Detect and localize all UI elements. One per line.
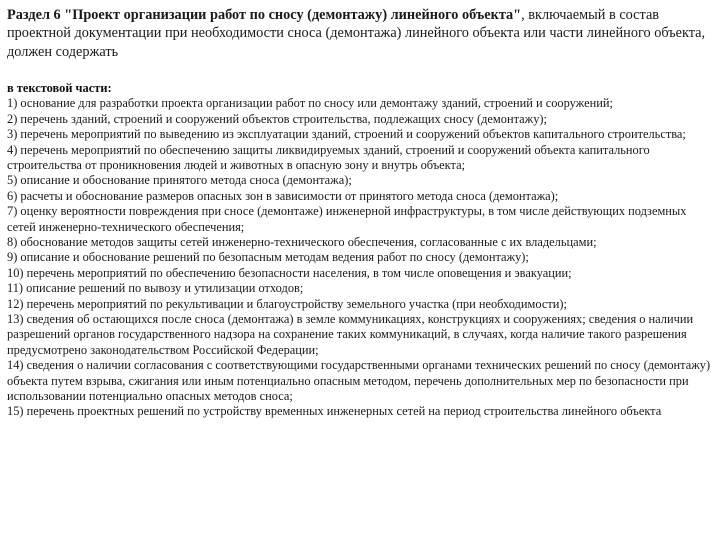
list-item: 7) оценку вероятности повреждения при сносе (демонтаже) инженерной инфраструктуры, в том числе действующих подземных сетей инженерно-технического обеспечения;: [7, 204, 687, 234]
list-item: 4) перечень мероприятий по обеспечению защиты ликвидируемых зданий, строений и сооружений объекта капитального строительства от проникновения людей и животных в опасную зону и внутрь объекта;: [7, 142, 650, 172]
section-heading-rest: , включаемый в состав проектной документации при необходимости сноса (демонтажа) линейного объекта или части линейного объекта, должен содержать: [7, 7, 706, 60]
requirements-list: [7, 96, 712, 420]
list-item: 10) перечень мероприятий по обеспечению безопасности населения, в том числе оповещения и эвакуации;: [7, 265, 572, 280]
list-item: 5) описание и обоснование принятого метода сноса (демонтажа);: [7, 173, 352, 188]
section-heading-bold: Раздел 6 "Проект организации работ по сносу (демонтажу) линейного объекта": [7, 7, 522, 23]
list-item: 12) перечень мероприятий по рекультивации и благоустройству земельного участка (при необходимости);: [7, 296, 567, 311]
list-item: 3) перечень мероприятий по выведению из эксплуатации зданий, строений и сооружений объектов капитального строительства;: [7, 127, 686, 142]
list-item: 9) описание и обоснование решений по безопасным методам ведения работ по сносу (демонтажу);: [7, 250, 529, 265]
list-item: 11) описание решений по вывозу и утилизации отходов;: [7, 281, 304, 296]
list-item: 1) основание для разработки проекта организации работ по сносу или демонтажу зданий, строений и сооружений;: [7, 96, 613, 111]
list-item: 15) перечень проектных решений по устройству временных инженерных сетей на период строительства линейного объекта: [7, 404, 662, 419]
list-item: 8) обоснование методов защиты сетей инженерно-технического обеспечения, согласованные с их владельцами;: [7, 234, 597, 249]
text-part-label: в текстовой части:: [7, 80, 112, 95]
list-item: 13) сведения об остающихся после сноса (демонтажа) в земле коммуникациях, конструкциях и сооружениях; сведения о наличии разрешений органов государственного надзора на сохранение таких коммуникаций, в случаях, когда наличие такого разрешения предусмотрено законодательством Российской Федерации;: [7, 311, 694, 357]
list-item: 2) перечень зданий, строений и сооружений объектов строительства, подлежащих сносу (демонтажу);: [7, 111, 547, 126]
list-item: 6) расчеты и обоснование размеров опасных зон в зависимости от принятого метода сноса (демонтажа);: [7, 188, 559, 203]
section-heading: [7, 6, 712, 61]
list-item: 14) сведения о наличии согласования с соответствующими государственными органами технических решений по сносу (демонтажу) объекта путем взрыва, сжигания или иным потенциально опасным методом, перечень дополнительных мер по безопасности при использовании потенциально опасных методов сноса;: [7, 358, 711, 404]
